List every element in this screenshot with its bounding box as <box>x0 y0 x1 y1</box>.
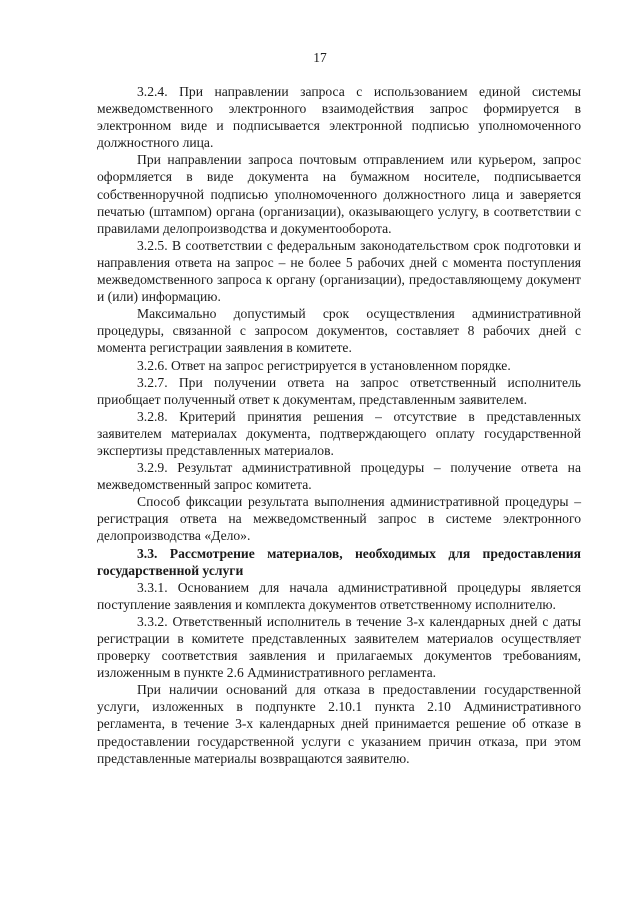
paragraph-max-term: Максимально допустимый срок осуществления административной процедуры, связанной с запросом документов, составляет 8 рабочих дней с момента регистрации заявления в комитете. <box>97 306 581 356</box>
document-body <box>97 83 581 767</box>
paragraph-3-3-2: 3.3.2. Ответственный исполнитель в течение 3-х календарных дней с даты регистрации в комитете представленных заявителем материалов осуществляет проверку соответствия заявления и прилагаемых документов требованиям, изложенным в пункте 2.6 Административного регламента. <box>97 613 581 681</box>
paragraph-fixation-method: Способ фиксации результата выполнения административной процедуры – регистрация ответа на межведомственный запрос в системе электронного делопроизводства «Дело». <box>97 494 581 544</box>
paragraph-3-2-6: 3.2.6. Ответ на запрос регистрируется в установленном порядке. <box>137 357 511 373</box>
section-heading-3-3: 3.3. Рассмотрение материалов, необходимых для предоставления государственной услуги <box>97 545 581 578</box>
paragraph-refusal-grounds: При наличии оснований для отказа в предоставлении государственной услуги, изложенных в подпункте 2.10.1 пункта 2.10 Административного регламента, в течение 3-х календарных дней принимается решение об отказе в предоставлении государственной услуги с указанием причин отказа, при этом представленные материалы возвращаются заявителю. <box>97 682 581 766</box>
paragraph-3-2-8: 3.2.8. Критерий принятия решения – отсутствие в представленных заявителем материалах документа, подтверждающего оплату государственной экспертизы представленных материалов. <box>97 408 581 458</box>
paragraph-3-2-7: 3.2.7. При получении ответа на запрос ответственный исполнитель приобщает полученный ответ к документам, представленным заявителем. <box>97 374 581 407</box>
paragraph-3-2-9: 3.2.9. Результат административной процедуры – получение ответа на межведомственный запрос комитета. <box>97 460 581 493</box>
paragraph-postal-request: При направлении запроса почтовым отправлением или курьером, запрос оформляется в виде документа на бумажном носителе, подписывается собственноручной подписью уполномоченного должностного лица и заверяется печатью (штампом) органа (организации), оказывающего услугу, в соответствии с правилами делопроизводства и документооборота. <box>97 152 581 236</box>
paragraph-3-3-1: 3.3.1. Основанием для начала административной процедуры является поступление заявления и комплекта документов ответственному исполнителю. <box>97 579 581 612</box>
page-number: 17 <box>313 50 327 65</box>
paragraph-3-2-4: 3.2.4. При направлении запроса с использованием единой системы межведомственного электронного взаимодействия запрос формируется в электронном виде и подписывается электронной подписью уполномоченного должностного лица. <box>97 84 581 151</box>
paragraph-3-2-5: 3.2.5. В соответствии с федеральным законодательством срок подготовки и направления ответа на запрос – не более 5 рабочих дней с момента поступления межведомственного запроса к органу (организации), предоставляющему документ и (или) информацию. <box>97 237 581 305</box>
